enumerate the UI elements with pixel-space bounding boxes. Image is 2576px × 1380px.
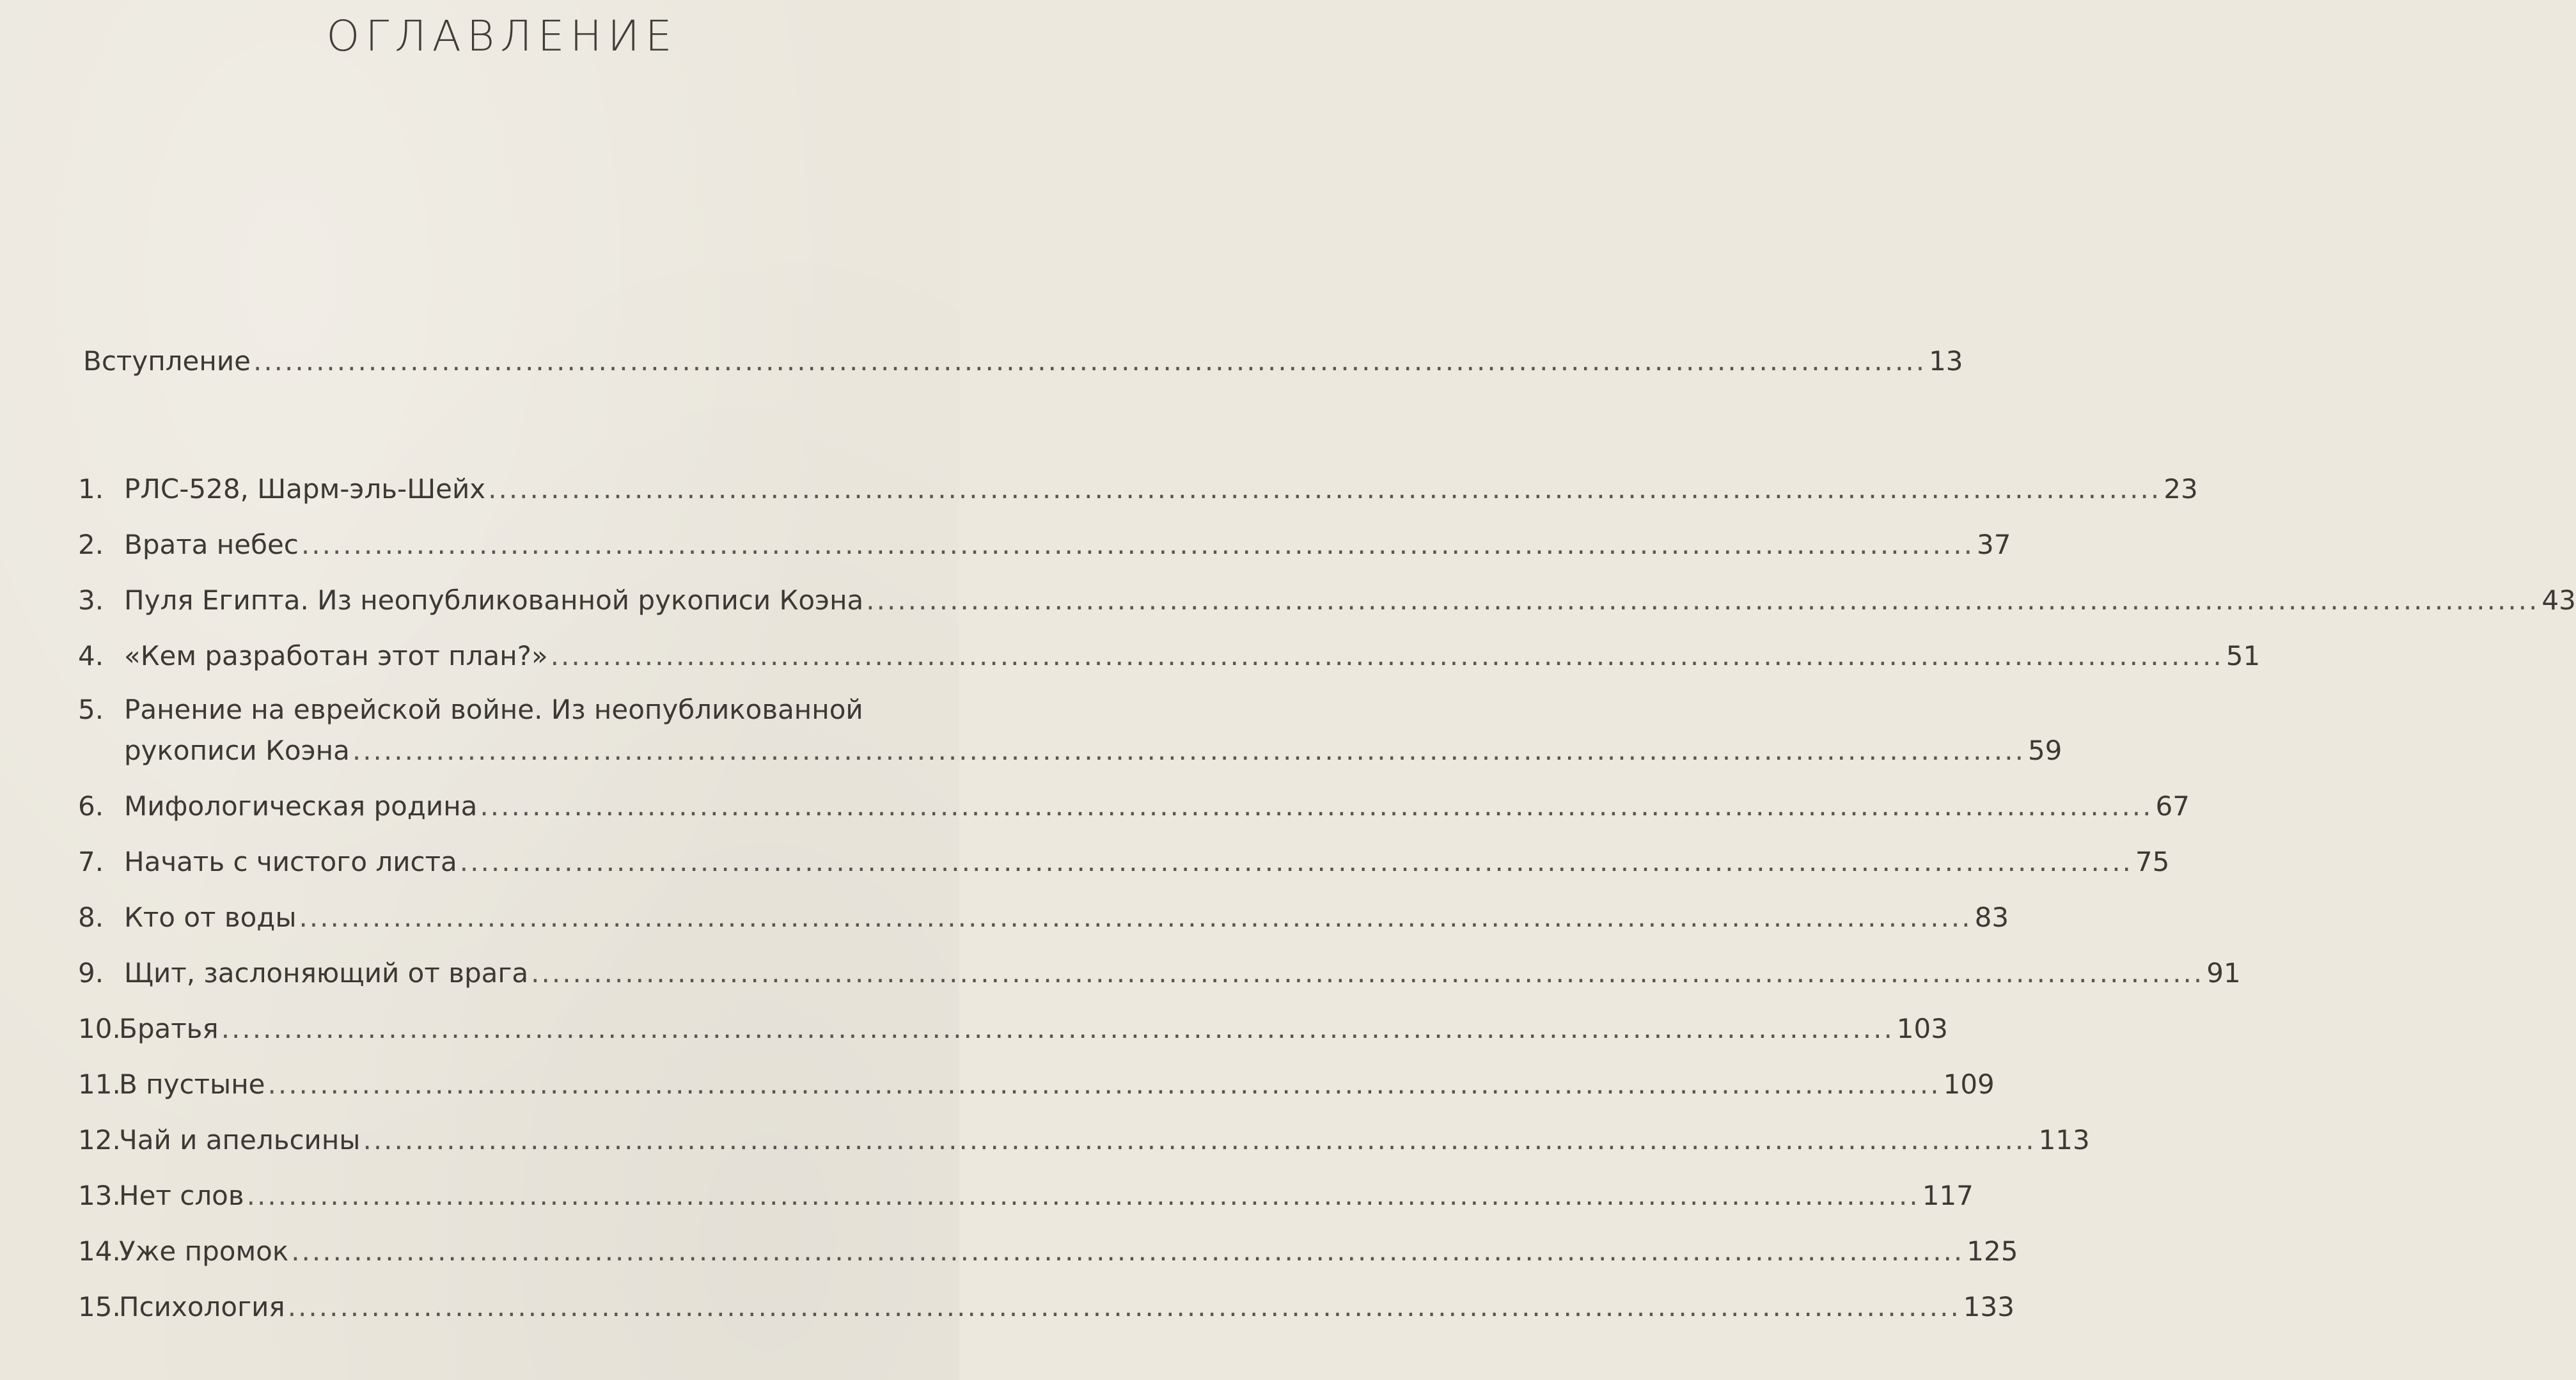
toc-entry-body xyxy=(119,1068,1995,1101)
toc-entry-page: 23 xyxy=(2164,473,2198,505)
dot-leader: ................................................................................................................................................................ xyxy=(488,473,2162,505)
toc-entry-title: Вступление xyxy=(83,345,251,377)
dot-leader: ................................................................................................................................................................ xyxy=(221,1013,1894,1044)
toc-entry-intro xyxy=(78,345,1963,378)
toc-entry-4 xyxy=(78,639,2261,673)
toc-entry-title: Уже промок xyxy=(119,1235,289,1267)
dot-leader: ................................................................................................................................................................ xyxy=(291,1235,1965,1267)
toc-entry-title: Мифологическая родина xyxy=(124,790,478,822)
toc-entry-number: 11. xyxy=(78,1069,121,1100)
toc-entry-number: 4. xyxy=(78,640,104,671)
toc-entry-title: В пустыне xyxy=(119,1069,265,1100)
toc-entry-body xyxy=(124,584,2576,617)
dot-leader: ................................................................................................................................................................ xyxy=(866,584,2540,616)
toc-entry-9 xyxy=(78,957,2241,990)
toc-entry-page: 13 xyxy=(1929,345,1963,377)
toc-entry-14 xyxy=(78,1235,2018,1268)
dot-leader: ................................................................................................................................................................ xyxy=(301,529,1974,560)
toc-entry-number: 9. xyxy=(78,957,104,989)
toc-entry-1 xyxy=(78,473,2198,506)
toc-entry-page: 133 xyxy=(1963,1291,2014,1322)
dot-leader: ................................................................................................................................................................ xyxy=(550,640,2224,671)
toc-entry-number: 13. xyxy=(78,1180,121,1211)
dot-leader: ................................................................................................................................................................ xyxy=(363,1124,2036,1156)
dot-leader: ................................................................................................................................................................ xyxy=(253,345,1927,377)
toc-entry-page: 67 xyxy=(2155,790,2190,822)
toc-entry-page: 125 xyxy=(1967,1235,2018,1267)
toc-entry-number: 5. xyxy=(78,694,104,725)
toc-entry-title: Кто от воды xyxy=(124,902,297,933)
toc-entry-page: 103 xyxy=(1896,1013,1948,1044)
toc-entry-body xyxy=(124,901,2009,934)
toc-entry-title: Братья xyxy=(119,1013,219,1044)
toc-entry-body xyxy=(119,1012,1948,1046)
toc-entry-11 xyxy=(78,1068,1995,1101)
toc-entry-page: 43 xyxy=(2541,584,2576,616)
toc-entry-body xyxy=(119,1124,2090,1157)
toc-entry-page: 113 xyxy=(2038,1124,2090,1156)
toc-entry-title: Начать с чистого листа xyxy=(124,846,457,877)
dot-leader: ................................................................................................................................................................ xyxy=(480,790,2153,822)
toc-entry-5-continuation xyxy=(124,734,2062,767)
toc-entry-8 xyxy=(78,901,2009,934)
toc-entry-2 xyxy=(78,528,2011,561)
toc-entry-number: 1. xyxy=(78,473,104,505)
toc-entry-number: 12. xyxy=(78,1124,121,1156)
toc-entry-body xyxy=(124,734,2062,767)
toc-entry-body xyxy=(124,790,2190,823)
toc-entry-number: 8. xyxy=(78,902,104,933)
toc-entry-6 xyxy=(78,790,2190,823)
dot-leader: ................................................................................................................................................................ xyxy=(246,1180,1920,1211)
dot-leader: ................................................................................................................................................................ xyxy=(299,902,1972,933)
toc-entry-title: Психология xyxy=(119,1291,285,1322)
toc-entry-body xyxy=(78,345,1963,378)
toc-entry-15 xyxy=(78,1290,2014,1324)
toc-entry-body xyxy=(124,528,2011,561)
page-title: ОГЛАВЛЕНИЕ xyxy=(326,12,678,61)
toc-entry-title: Пуля Египта. Из неопубликованной рукописи Коэна xyxy=(124,584,864,616)
toc-entry-page: 51 xyxy=(2226,640,2261,671)
toc-entry-number: 7. xyxy=(78,846,104,877)
toc-entry-number: 2. xyxy=(78,529,104,560)
toc-entry-title: «Кем разработан этот план?» xyxy=(124,640,548,671)
toc-entry-10 xyxy=(78,1012,1948,1046)
toc-entry-page: 117 xyxy=(1922,1180,1974,1211)
toc-entry-body xyxy=(124,639,2261,673)
toc-entry-page: 91 xyxy=(2206,957,2241,989)
toc-entry-page: 109 xyxy=(1943,1069,1995,1100)
toc-entry-number: 15. xyxy=(78,1291,121,1322)
toc-entry-7 xyxy=(78,845,2170,879)
toc-entry-title-line-2: рукописи Коэна xyxy=(124,735,350,766)
toc-entry-body xyxy=(124,957,2241,990)
toc-entry-number: 10. xyxy=(78,1013,121,1044)
toc-entry-title: Чай и апельсины xyxy=(119,1124,361,1156)
toc-entry-12 xyxy=(78,1124,2090,1157)
toc-entry-number: 14. xyxy=(78,1235,121,1267)
toc-entry-3 xyxy=(78,584,2576,617)
dot-leader: ................................................................................................................................................................ xyxy=(531,957,2204,989)
toc-entry-number: 6. xyxy=(78,790,104,822)
toc-entry-page: 75 xyxy=(2135,846,2170,877)
toc-entry-5 xyxy=(78,693,915,726)
toc-entry-title: Щит, заслоняющий от врага xyxy=(124,957,529,989)
toc-entry-title: Врата небес xyxy=(124,529,299,560)
toc-entry-page: 59 xyxy=(2027,735,2062,766)
toc-entry-title-line-1: Ранение на еврейской войне. Из неопубликованной xyxy=(124,694,863,725)
toc-entry-page: 83 xyxy=(1974,902,2009,933)
dot-leader: ................................................................................................................................................................ xyxy=(459,846,2133,877)
dot-leader: ................................................................................................................................................................ xyxy=(267,1069,1941,1100)
dot-leader: ................................................................................................................................................................ xyxy=(287,1291,1961,1322)
toc-entry-number: 3. xyxy=(78,584,104,616)
toc-entry-body xyxy=(119,1235,2018,1268)
toc-entry-title: Нет слов xyxy=(119,1180,244,1211)
toc-entry-body xyxy=(124,845,2170,879)
toc-entry-page: 37 xyxy=(1977,529,2011,560)
toc-entry-title: РЛС-528, Шарм-эль-Шейх xyxy=(124,473,486,505)
toc-entry-13 xyxy=(78,1179,1974,1212)
toc-entry-body xyxy=(124,473,2198,506)
toc-entry-body xyxy=(124,693,915,726)
toc-entry-body xyxy=(119,1179,1974,1212)
toc-entry-body xyxy=(119,1290,2014,1324)
dot-leader: ................................................................................................................................................................ xyxy=(352,735,2025,766)
